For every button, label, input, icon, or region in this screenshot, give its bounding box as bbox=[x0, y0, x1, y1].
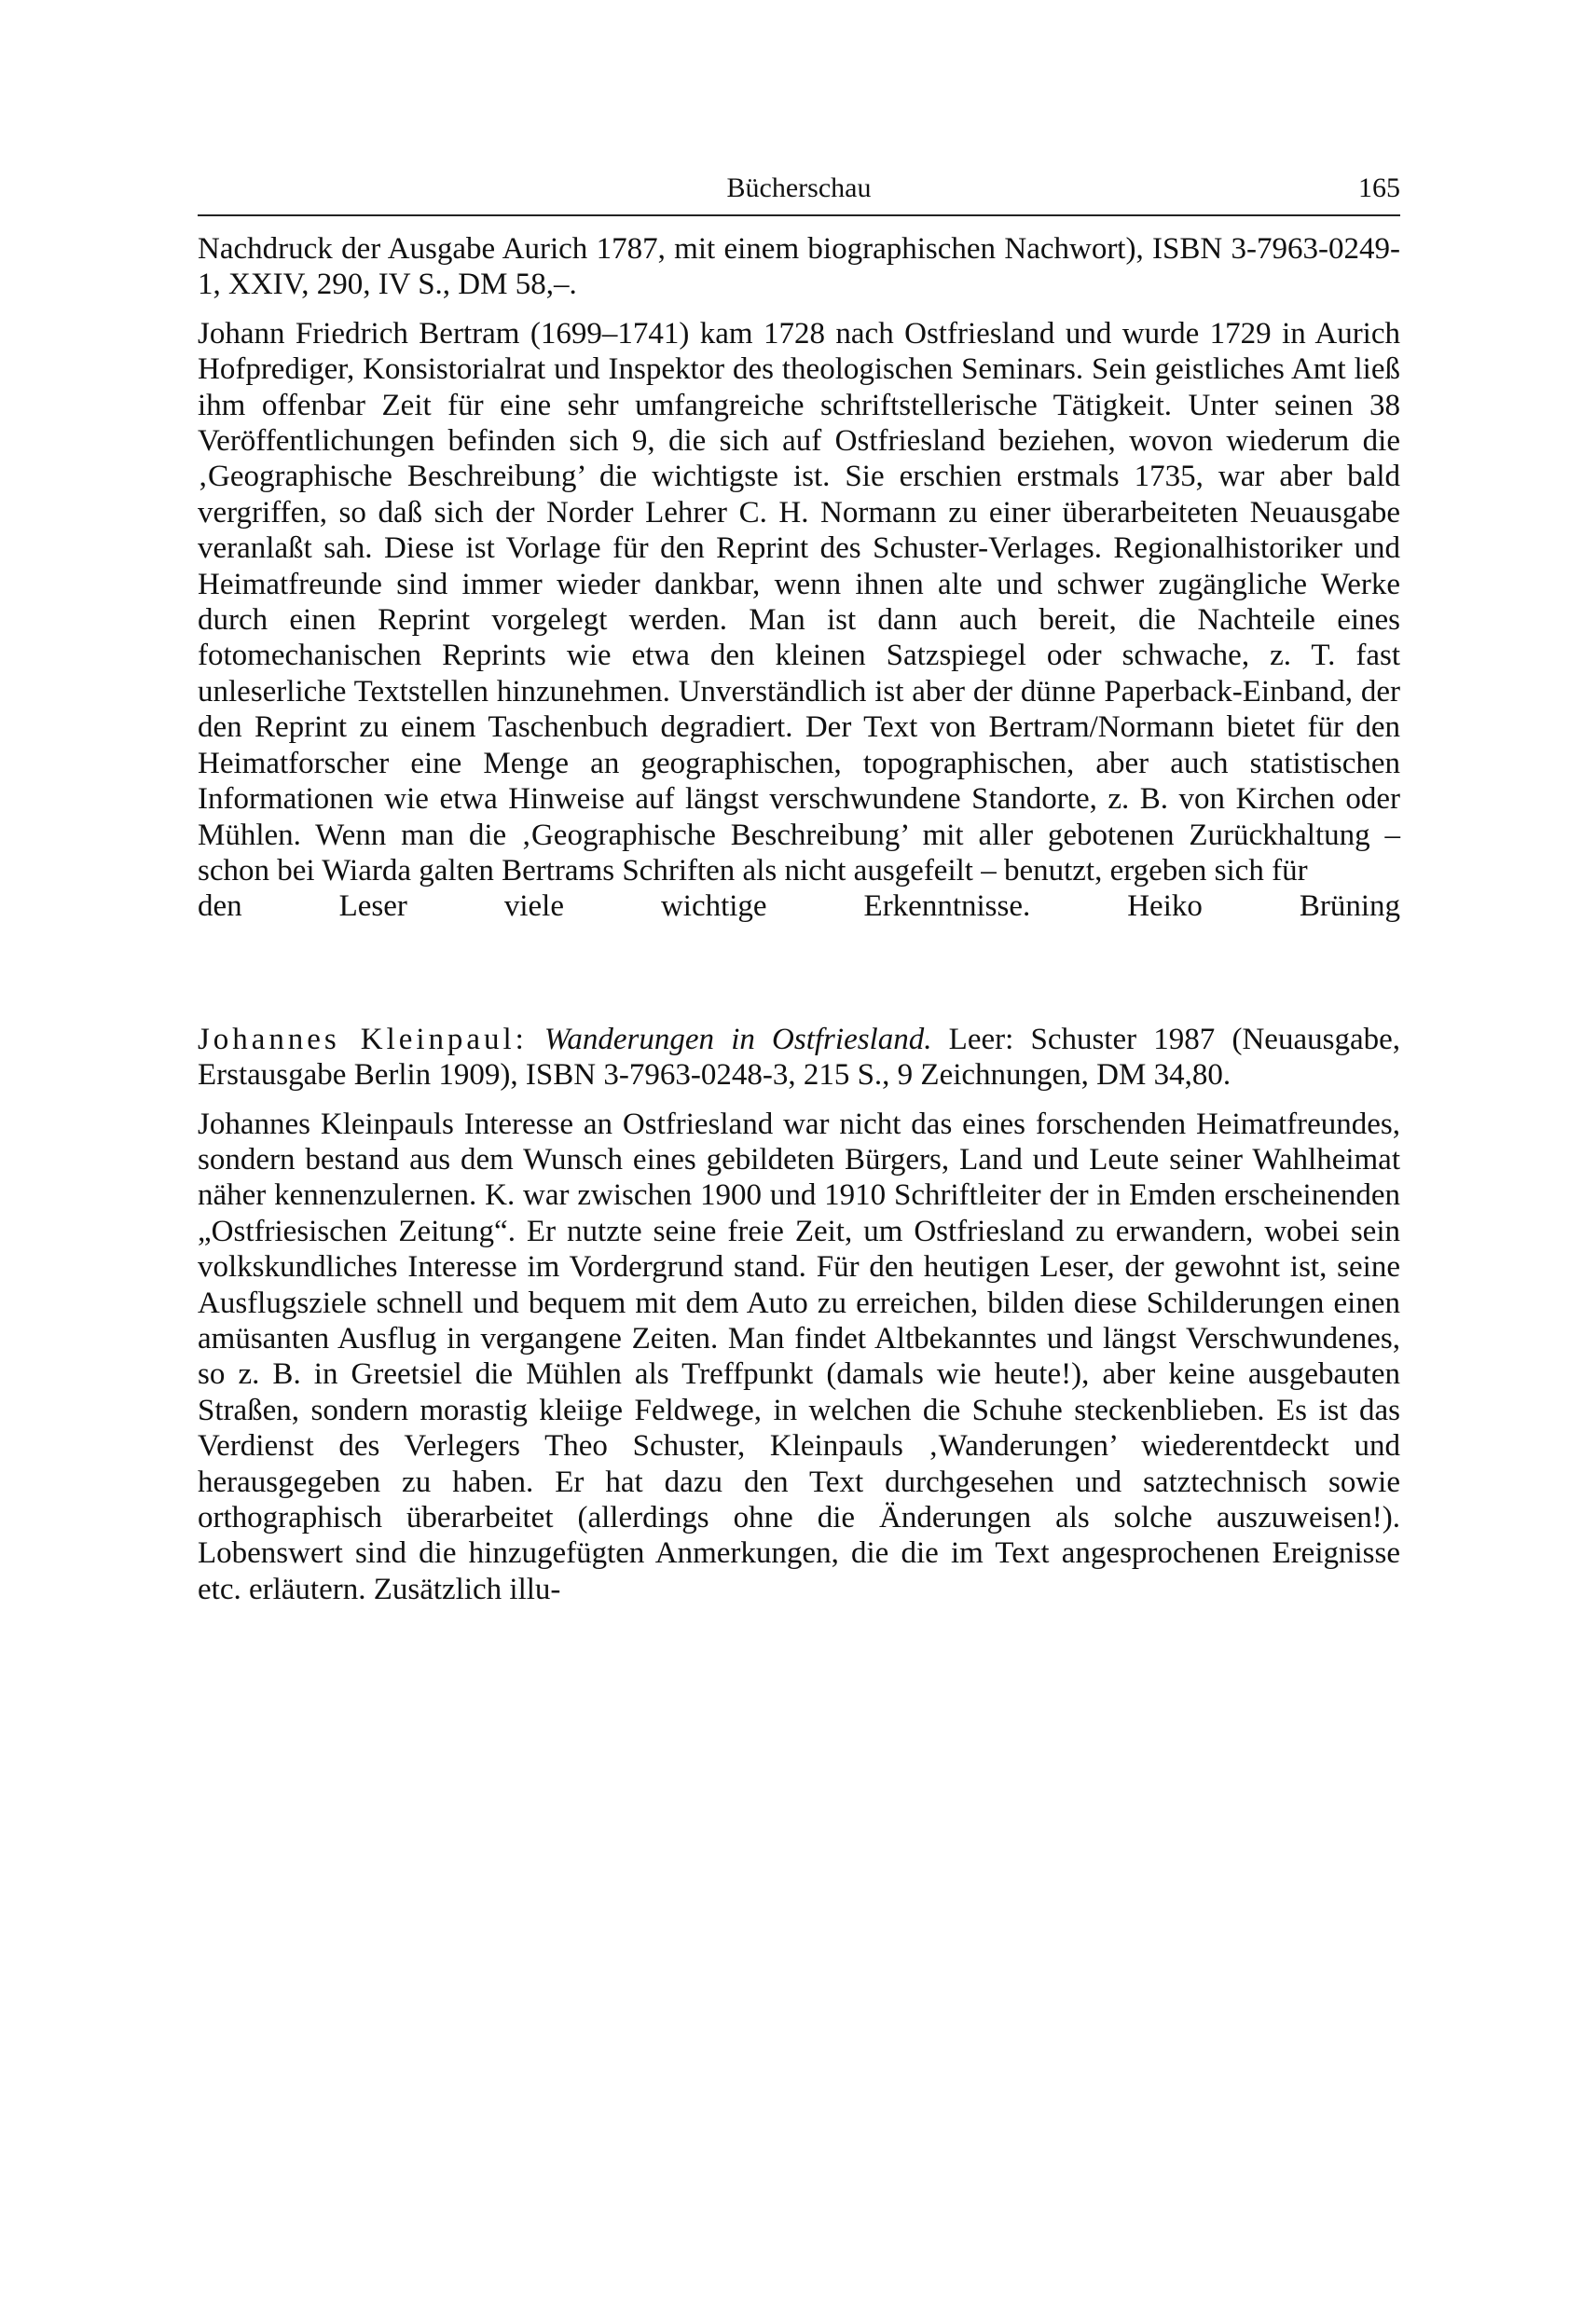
book-citation bbox=[198, 1022, 1400, 1094]
page bbox=[198, 168, 1400, 1607]
page-number: 165 bbox=[1358, 172, 1400, 203]
header-rule bbox=[198, 214, 1400, 216]
review-body: Johann Friedrich Bertram (1699–1741) kam 1728 nach Ostfriesland und wurde 1729 in Aurich Hofprediger, Konsistorialrat und Inspektor des theologischen Seminars. Sein geistliches Amt ließ ihm offenbar Zeit für eine sehr umfangreiche schriftstellerische Tätigkeit. Unter seinen 38 Veröffentlichungen befinden sich 9, die sich auf Ostfriesland beziehen, wovon wiederum die ‚Geographische Beschreibung’ die wichtigste ist. Sie erschien erstmals 1735, war aber bald vergriffen, so daß sich der Norder Lehrer C. H. Normann zu einer überarbeiteten Neuausgabe veranlaßt sah. Diese ist Vorlage für den Reprint des Schuster-Verlages. Regionalhistoriker und Heimatfreunde sind immer wieder dankbar, wenn ihnen alte und schwer zugängliche Werke durch einen Reprint vorgelegt werden. Man ist dann auch bereit, die Nachteile eines fotomechanischen Reprints wie etwa den kleinen Satzspiegel oder schwache, z. T. fast unleserliche Textstellen hinzunehmen. Unverständlich ist aber der dünne Paperback-Einband, der den Reprint zu einem Taschenbuch degradiert. Der Text von Bertram/Normann bietet für den Heimatforscher eine Menge an geographischen, topographischen, aber auch statistischen Informationen wie etwa Hinweise auf längst verschwundene Standorte, z. B. von Kirchen oder Mühlen. Wenn man die ‚Geographische Beschreibung’ mit aller gebotenen Zurückhaltung – schon bei Wiarda galten Bertrams Schriften als nicht ausgefeilt – benutzt, ergeben sich für bbox=[198, 316, 1400, 888]
review-bertram bbox=[198, 231, 1400, 925]
book-title: Wanderungen in Ostfriesland. bbox=[543, 1022, 932, 1056]
review-body-last-line: den Leser viele wichtige Erkenntnisse. bbox=[198, 889, 1031, 924]
reviewer-name: Heiko Brüning bbox=[1127, 889, 1400, 924]
page-header bbox=[198, 168, 1400, 209]
book-author: Johannes Kleinpaul: bbox=[198, 1022, 528, 1056]
review-closing-line bbox=[198, 888, 1400, 924]
review-body: Johannes Kleinpauls Interesse an Ostfriesland war nicht das eines forschenden Heimatfreundes, sondern bestand aus dem Wunsch eines gebildeten Bürgers, Land und Leute seiner Wahlheimat näher kennenzulernen. K. war zwischen 1900 und 1910 Schriftleiter der in Emden erscheinenden „Ostfriesischen Zeitung“. Er nutzte seine freie Zeit, um Ostfriesland zu erwandern, wobei sein volkskundliches Interesse im Vordergrund stand. Für den heutigen Leser, der gewohnt ist, seine Ausflugsziele schnell und bequem mit dem Auto zu erreichen, bilden diese Schilderungen einen amüsanten Ausflug in vergangene Zeiten. Man findet Altbekanntes und längst Verschwundenes, so z. B. in Greetsiel die Mühlen als Treffpunkt (damals wie heute!), aber keine ausgebauten Straßen, sondern morastig kleiige Feldwege, in welchen die Schuhe steckenblieben. Es ist das Verdienst des Verlegers Theo Schuster, Kleinpauls ‚Wanderungen’ wiederentdeckt und herausgegeben zu haben. Er hat dazu den Text durchgesehen und satztechnisch sowie orthographisch überarbeitet (allerdings ohne die Änderungen als solche auszuweisen!). Lobenswert sind die hinzugefügten Anmerkungen, die die im Text angesprochenen Ereignisse etc. erläutern. Zusätzlich illu- bbox=[198, 1107, 1400, 1606]
review-kleinpaul bbox=[198, 1022, 1400, 1608]
book-citation-details: Leer: Schuster 1987 (Neuausgabe, Erstausgabe Berlin 1909), ISBN 3-7963-0248-3, 215 S., 9 Zeichnungen, DM 34,80. bbox=[198, 1022, 1400, 1093]
citation-continuation: Nachdruck der Ausgabe Aurich 1787, mit einem biographischen Nachwort), ISBN 3-7963-0249-1, XXIV, 290, IV S., DM 58,–. bbox=[198, 232, 1400, 302]
running-title: Bücherschau bbox=[726, 172, 872, 203]
